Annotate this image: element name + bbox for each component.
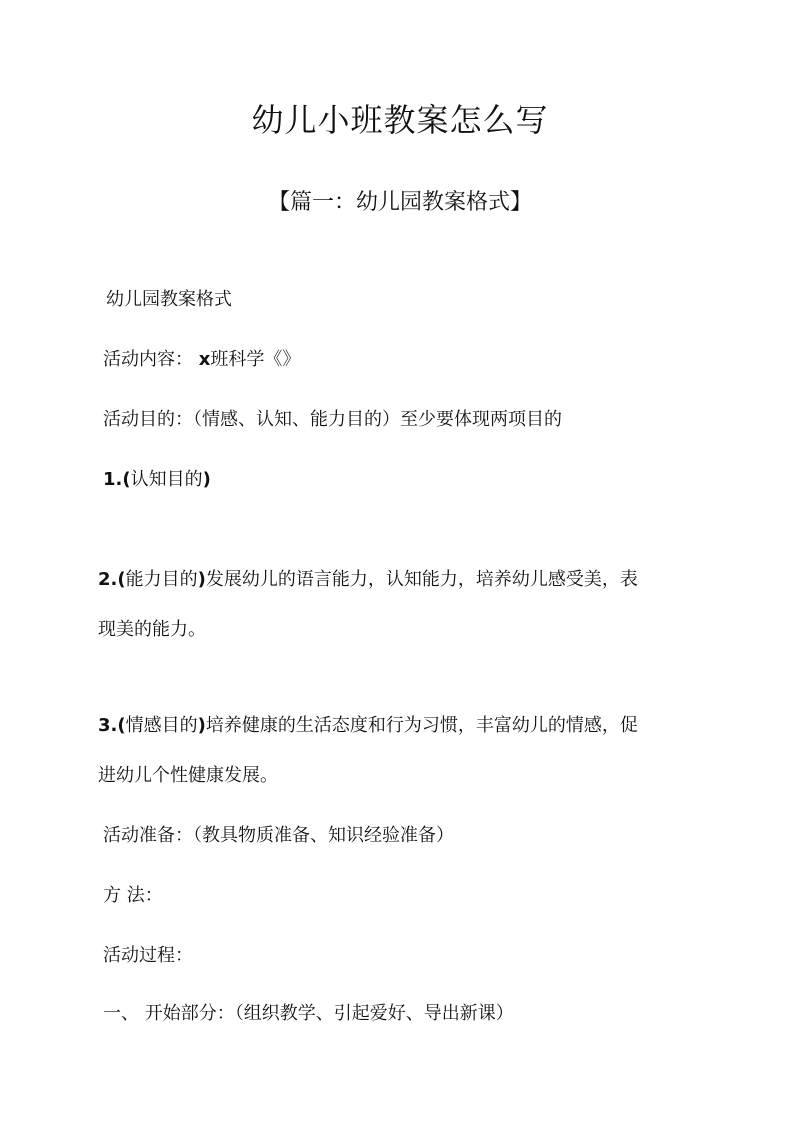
paragraph-text: 一、 开始部分：（组织教学、引起爱好、导出新课） [103, 1003, 514, 1024]
paragraph-text: 活动过程： [103, 945, 193, 966]
paragraph-text: 方 法： [103, 885, 163, 906]
paragraph-text: 活动准备：（教具物质准备、知识经验准备） [103, 825, 454, 846]
item-close: ) [197, 715, 206, 736]
paragraph-text: 现美的能力。 [98, 619, 206, 640]
item-number: 3.( [98, 715, 126, 736]
activity-goal-line [103, 406, 562, 434]
activity-process-line [103, 942, 193, 970]
paragraph-text: 幼儿园教案格式 [106, 289, 232, 310]
item-text: 培养健康的生活态度和行为习惯，丰富幼儿的情感，促 [205, 715, 638, 736]
item-title: 认知目的 [130, 469, 203, 490]
item-close: ) [197, 569, 206, 590]
goal-item-3 [98, 712, 638, 740]
item-title: 能力目的 [125, 569, 198, 590]
goal-item-2 [98, 566, 638, 594]
paragraph-heading [106, 286, 232, 314]
opening-part-line [103, 1000, 514, 1028]
activity-preparation-line [103, 822, 454, 850]
goal-item-3-continued [98, 762, 278, 790]
item-close: ) [202, 469, 211, 490]
item-number: 1.( [103, 469, 131, 490]
value-text: 班科学《》 [210, 349, 301, 370]
item-title: 情感目的 [125, 715, 198, 736]
item-text: 发展幼儿的语言能力，认知能力，培养幼儿感受美，表 [205, 569, 638, 590]
paragraph-text: 活动目的：（情感、认知、能力目的）至少要体现两项目的 [103, 409, 562, 430]
label-text: 活动内容： [103, 349, 193, 370]
activity-content-line [103, 346, 300, 374]
goal-item-2-continued [98, 616, 206, 644]
document-title: 幼儿小班教案怎么写 [251, 101, 549, 139]
goal-item-1 [103, 466, 211, 494]
section-heading: 【篇一：幼儿园教案格式】 [267, 190, 532, 215]
item-number: 2.( [98, 569, 126, 590]
method-line [103, 882, 163, 910]
paragraph-text: 进幼儿个性健康发展。 [98, 765, 278, 786]
placeholder-x: x [198, 349, 211, 370]
